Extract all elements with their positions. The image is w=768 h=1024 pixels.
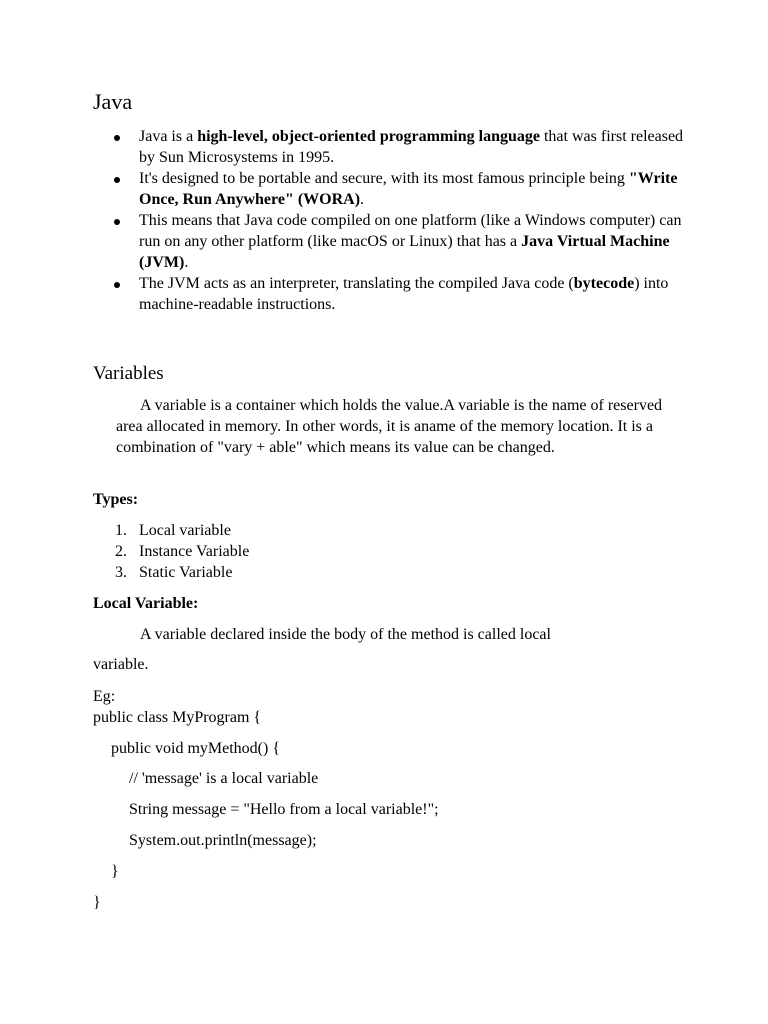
java-bullet-list — [93, 126, 693, 315]
bullet-dot-icon — [114, 219, 120, 225]
bullet-text: Java is a — [139, 128, 198, 145]
bullet-item — [93, 126, 693, 168]
bullet-text: that was first released by Sun Microsystems in 1995. — [139, 128, 684, 166]
code-line: } — [93, 894, 101, 911]
local-variable-label: Local Variable: — [93, 595, 199, 612]
types-list — [93, 520, 249, 583]
bullet-text: The JVM acts as an interpreter, translating the compiled Java code ( — [139, 275, 574, 292]
list-item-text: Instance Variable — [139, 543, 250, 560]
bullet-bold-text: bytecode — [573, 275, 635, 292]
code-line: public void myMethod() { — [111, 740, 280, 757]
local-variable-description-cont: variable. — [93, 656, 149, 673]
page-title: Java — [93, 89, 133, 114]
bullet-text: . — [184, 254, 189, 271]
bullet-bold-text: Java Virtual Machine (JVM) — [139, 233, 670, 271]
code-line: String message = "Hello from a local variable!"; — [129, 801, 439, 818]
bullet-dot-icon — [114, 135, 120, 141]
local-variable-description: A variable declared inside the body of the method is called local — [140, 626, 551, 643]
bullet-dot-icon — [114, 177, 120, 183]
code-line: } — [111, 863, 119, 880]
variables-heading: Variables — [93, 363, 164, 384]
example-label: Eg: — [93, 688, 116, 705]
bullet-dot-icon — [114, 282, 120, 288]
bullet-text: . — [360, 191, 365, 208]
bullet-bold-text: high-level, object-oriented programming language — [197, 128, 540, 145]
code-line: // 'message' is a local variable — [129, 770, 319, 787]
code-line: System.out.println(message); — [129, 832, 317, 849]
list-item-text: Static Variable — [139, 564, 233, 581]
bullet-text: It's designed to be portable and secure, with its most famous principle being — [139, 170, 629, 187]
bullet-item — [93, 273, 693, 315]
bullet-item — [93, 210, 693, 273]
bullet-text: This means that Java code compiled on one platform (like a Windows computer) can run on any other platform (like macOS or Linux) that has a — [139, 212, 682, 250]
list-item-text: Local variable — [139, 522, 231, 539]
list-item — [93, 562, 249, 583]
list-number: 3. — [115, 564, 127, 581]
code-line: public class MyProgram { — [93, 709, 262, 726]
variables-paragraph: A variable is a container which holds the value.A variable is the name of reserved area allocated in memory. In other words, it is aname of the memory location. It is a combination of "vary + able" which means its value can be changed. — [116, 397, 663, 456]
bullet-bold-text: "Write Once, Run Anywhere" (WORA) — [139, 170, 678, 208]
list-number: 2. — [115, 543, 127, 560]
list-number: 1. — [115, 522, 127, 539]
bullet-item — [93, 168, 693, 210]
types-label: Types: — [93, 491, 139, 508]
list-item — [93, 520, 249, 541]
bullet-text: ) into machine-readable instructions. — [139, 275, 669, 313]
list-item — [93, 541, 249, 562]
